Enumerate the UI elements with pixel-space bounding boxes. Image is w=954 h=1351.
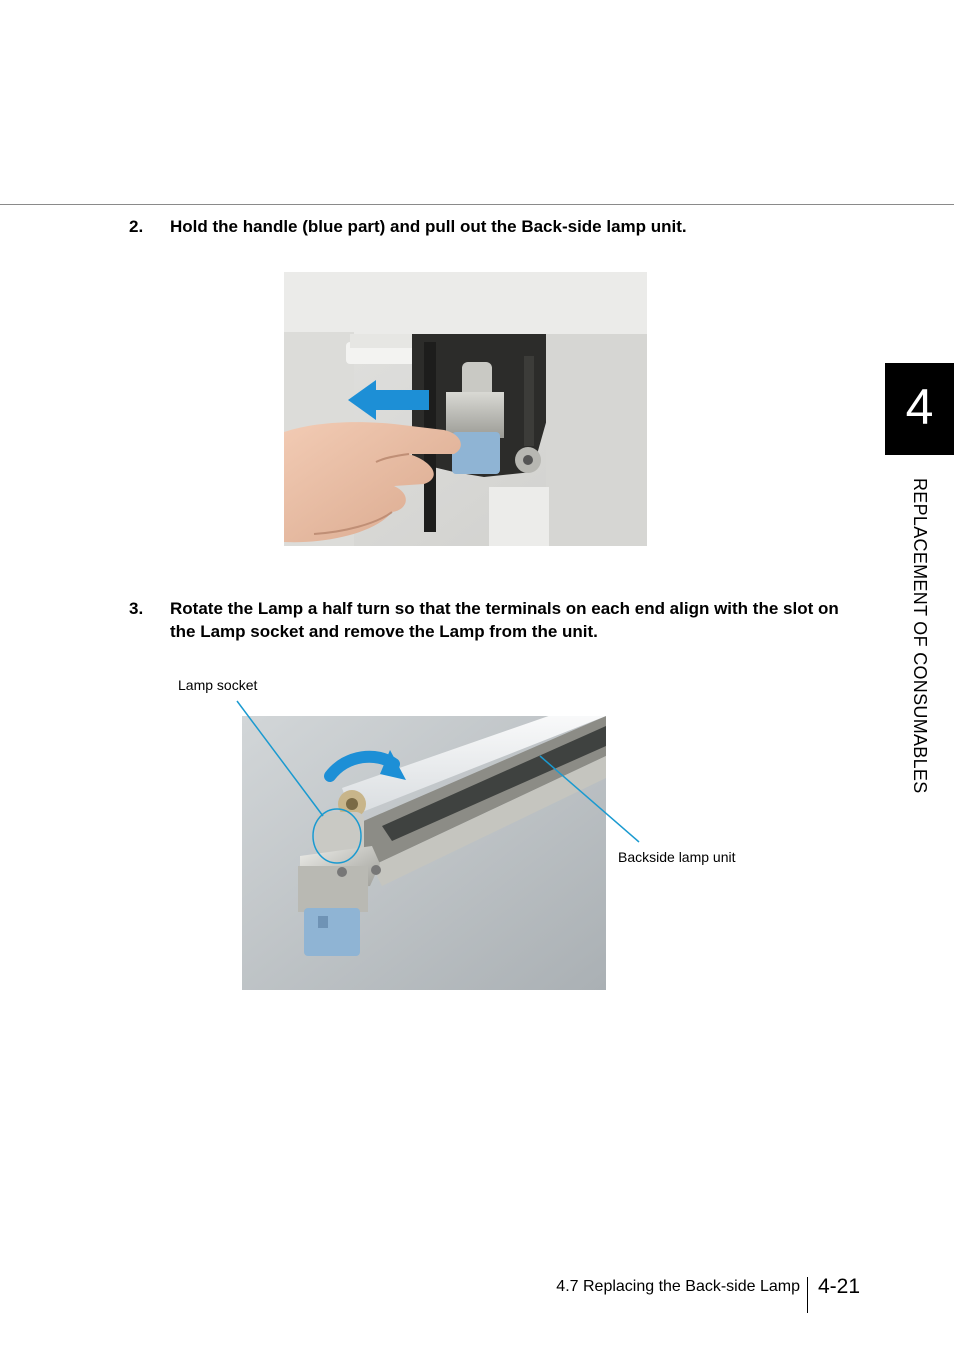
chapter-number: 4 [905,379,934,435]
callout-backside-lamp-unit: Backside lamp unit [618,849,736,865]
step-text: Rotate the Lamp a half turn so that the terminals on each end align with the slot on the Lamp socket and remove the Lamp from the unit. [170,599,839,641]
callout-lamp-socket: Lamp socket [178,677,258,693]
photo-rotate-lamp [242,716,606,990]
photo-pull-out-lamp-unit [284,272,647,546]
footer-section-title: 4.7 Replacing the Back-side Lamp [556,1278,800,1295]
header-rule [0,204,954,205]
step-number: 2. [129,217,144,236]
chapter-tab [885,363,954,455]
footer-divider [807,1277,808,1313]
chapter-title-vertical: REPLACEMENT OF CONSUMABLES [910,478,930,794]
step-number: 3. [129,599,144,618]
step-text: Hold the handle (blue part) and pull out the Back-side lamp unit. [170,217,687,236]
page-number: 4-21 [818,1275,861,1298]
